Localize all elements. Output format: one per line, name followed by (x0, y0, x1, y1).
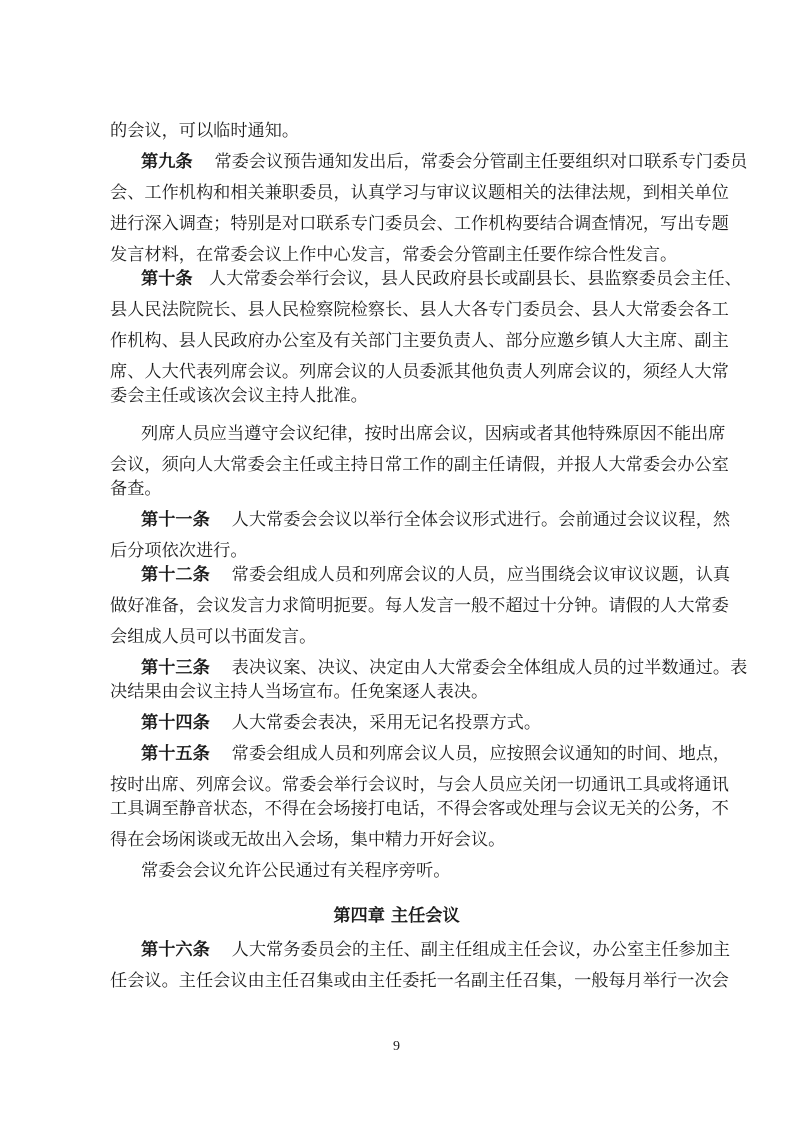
article-label: 第十四条 (141, 713, 210, 733)
paragraph-line: 席、人大代表列席会议。列席会议的人员委派其他负责人列席会议的，须经人大常 (110, 362, 729, 382)
paragraph-line: 会议，须向人大常委会主任或主持日常工作的副主任请假，并报人大常委会办公室 (110, 455, 729, 475)
article-label: 第十三条 (141, 658, 210, 678)
paragraph-line: 会组成人员可以书面发言。 (110, 627, 317, 647)
article-15-line: 第十五条 常委会组成人员和列席会议人员，应按照会议通知的时间、地点， (141, 744, 731, 764)
paragraph-line: 按时出席、列席会议。常委会举行会议时，与会人员应关闭一切通讯工具或将通讯 (110, 775, 729, 795)
article-label: 第十五条 (141, 744, 210, 764)
paragraph-line: 决结果由会议主持人当场宣布。任免案逐人表决。 (110, 682, 489, 702)
article-11-line: 第十一条 人大常委会会议以举行全体会议形式进行。会前通过会议议程，然 (141, 510, 731, 530)
chapter-heading: 第四章 主任会议 (333, 906, 460, 926)
paragraph-line: 任会议。主任会议由主任召集或由主任委托一名副主任召集，一般每月举行一次会 (110, 971, 729, 991)
article-label: 第十六条 (141, 940, 210, 960)
paragraph-line: 备查。 (110, 479, 162, 499)
paragraph-line: 会、工作机构和相关兼职委员，认真学习与审议议题相关的法律法规，到相关单位 (110, 183, 729, 203)
article-label: 第九条 (141, 152, 193, 172)
page-number: 9 (393, 1039, 400, 1054)
article-10-line: 第十条 人大常委会举行会议，县人民政府县长或副县长、县监察委员会主任、 (141, 269, 742, 289)
paragraph-line: 列席人员应当遵守会议纪律，按时出席会议，因病或者其他特殊原因不能出席 (141, 424, 726, 444)
article-16-line: 第十六条 人大常务委员会的主任、副主任组成主任会议，办公室主任参加主 (141, 940, 731, 960)
paragraph-line: 后分项依次进行。 (110, 541, 248, 561)
paragraph-line: 县人民法院院长、县人民检察院检察长、县人大各专门委员会、县人大常委会各工 (110, 300, 729, 320)
paragraph-line: 作机构、县人民政府办公室及有关部门主要负责人、部分应邀乡镇人大主席、副主 (110, 331, 729, 351)
article-14-line: 第十四条 人大常委会表决，采用无记名投票方式。 (141, 713, 542, 733)
article-label: 第十一条 (141, 510, 210, 530)
paragraph-line: 的会议，可以临时通知。 (110, 121, 300, 141)
paragraph-line: 常委会会议允许公民通过有关程序旁听。 (141, 861, 451, 881)
paragraph-line: 做好准备，会议发言力求简明扼要。每人发言一般不超过十分钟。请假的人大常委 (110, 596, 729, 616)
paragraph-line: 工具调至静音状态，不得在会场接打电话，不得会客或处理与会议无关的公务，不 (110, 799, 729, 819)
article-9-line: 第九条 常委会议预告通知发出后，常委会分管副主任要组织对口联系专门委员 (141, 152, 748, 172)
article-13-line: 第十三条 表决议案、决议、决定由人大常委会全体组成人员的过半数通过。表 (141, 658, 748, 678)
article-12-line: 第十二条 常委会组成人员和列席会议的人员，应当围绕会议审议议题，认真 (141, 565, 731, 585)
article-label: 第十条 (141, 269, 193, 289)
paragraph-line: 委会主任或该次会议主持人批准。 (110, 386, 368, 406)
paragraph-line: 进行深入调查；特别是对口联系专门委员会、工作机构要结合调查情况，写出专题 (110, 214, 729, 234)
paragraph-line: 发言材料，在常委会议上作中心发言，常委会分管副主任要作综合性发言。 (110, 245, 678, 265)
article-label: 第十二条 (141, 565, 210, 585)
paragraph-line: 得在会场闲谈或无故出入会场，集中精力开好会议。 (110, 830, 506, 850)
